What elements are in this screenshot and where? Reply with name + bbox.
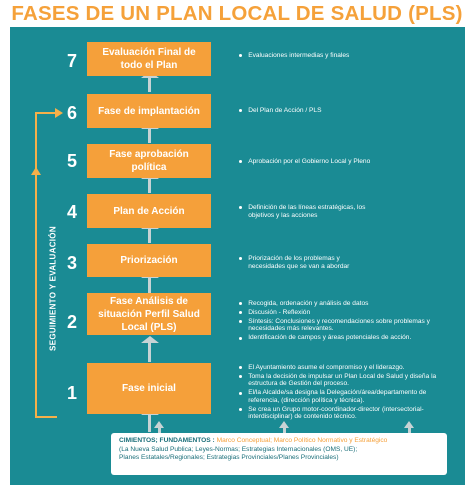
evaluation-loop-line-top (35, 112, 57, 114)
bullet-icon (239, 366, 242, 369)
bullet-item: Discusión - Reflexión (239, 309, 459, 317)
bullet-item: Definición de las líneas estratégicas, los objetivos y las acciones (239, 204, 389, 219)
phase-3-bullets (239, 255, 374, 271)
phase-2-bullets (239, 300, 459, 343)
phase-7-bullets (239, 52, 465, 61)
phase-3-box: Priorización (87, 244, 211, 277)
phase-6-box: Fase de implantación (87, 94, 211, 128)
connector-3-2 (148, 277, 151, 293)
foundation-box (111, 433, 447, 475)
foundation-arrows (154, 421, 414, 433)
bullet-item: El/la Alcalde/sa designa la Delegación/área/departamento de referencia, (dirección política y técnica). (239, 389, 459, 404)
bullet-icon (239, 160, 242, 163)
bullet-icon (239, 54, 242, 57)
phase-number-4: 4 (66, 202, 77, 222)
page-title: FASES DE UN PLAN LOCAL DE SALUD (PLS) (11, 2, 463, 25)
connector-arrow-2 (141, 336, 159, 343)
bullet-item: Priorización de los problemas y necesidades que se van a abordar (239, 255, 374, 270)
foundation-line-2: (La Nueva Salud Publica; Leyes-Normas; Estrategias Internacionales (OMS, UE); (119, 445, 358, 453)
bullet-item: Toma la decisión de impulsar un Plan Local de Salud y diseña la estructura de Gestión del proceso. (239, 373, 459, 388)
bullet-item: El Ayuntamiento asume el compromiso y el liderazgo. (239, 364, 459, 372)
phase-4-bullets (239, 204, 389, 220)
phase-1-bullets (239, 364, 459, 422)
phase-2-box: Fase Análisis de situación Perfil Salud Local (PLS) (87, 293, 211, 335)
evaluation-loop-line-vertical (35, 112, 37, 418)
bullet-icon (239, 109, 242, 112)
bullet-icon (239, 206, 242, 209)
bullet-icon (239, 408, 242, 411)
connector-6-5 (148, 128, 151, 143)
evaluation-loop-up-arrow (31, 167, 41, 175)
foundation-label: CIMIENTOS; FUNDAMENTOS : (119, 437, 215, 444)
phase-5-box: Fase aprobación política (87, 144, 211, 178)
phase-number-1: 1 (66, 383, 77, 403)
bullet-item: Recogida, ordenación y análisis de datos (239, 300, 459, 308)
bullet-icon (239, 337, 242, 340)
foundation-line-3: Planes Estatales/Regionales; Estrategias Provinciales/Planes Provinciales) (119, 454, 339, 462)
side-label: SEGUIMIENTO Y EVALUACIÓN (48, 226, 58, 351)
bullet-icon (239, 375, 242, 378)
bullet-item: Evaluaciones intermedias y finales (239, 52, 465, 60)
connector-4-3 (148, 228, 151, 243)
bullet-item: Se crea un Grupo motor-coordinador-director (intersectorial-interdisciplinar) de contenido técnico. (239, 406, 459, 421)
phase-number-6: 6 (66, 103, 77, 123)
phase-number-2: 2 (66, 312, 77, 332)
foundation-accent: Marco Conceptual; Marco Político Normativo y Estratégico (216, 437, 388, 444)
bullet-icon (239, 257, 242, 260)
bullet-item: Del Plan de Acción / PLS (239, 107, 465, 115)
bullet-icon (239, 311, 242, 314)
phase-7-box: Evaluación Final de todo el Plan (87, 42, 211, 76)
bullet-icon (239, 392, 242, 395)
foundation-line-1 (119, 437, 439, 446)
bullet-item: Aprobación por el Gobierno Local y Pleno (239, 158, 465, 166)
bullet-item: Identificación de campos y áreas potenciales de acción. (239, 334, 459, 342)
phase-number-5: 5 (66, 151, 77, 171)
phase-1-box: Fase inicial (87, 363, 211, 414)
connector-1-foundation (148, 414, 151, 432)
connector-2-1 (148, 342, 151, 362)
phase-6-bullets (239, 107, 465, 116)
bullet-item: Síntesis: Conclusiones y recomendaciones sobre problemas y necesidades más relevantes. (239, 318, 459, 333)
bullet-icon (239, 320, 242, 323)
bullet-icon (239, 302, 242, 305)
phase-4-box: Plan de Acción (87, 194, 211, 228)
phase-number-7: 7 (66, 51, 77, 71)
connector-7-6 (148, 77, 151, 92)
diagram-panel (10, 27, 465, 485)
evaluation-loop-line-bottom (35, 416, 57, 418)
phase-5-bullets (239, 158, 465, 167)
phase-number-3: 3 (66, 253, 77, 273)
connector-5-4 (148, 178, 151, 193)
